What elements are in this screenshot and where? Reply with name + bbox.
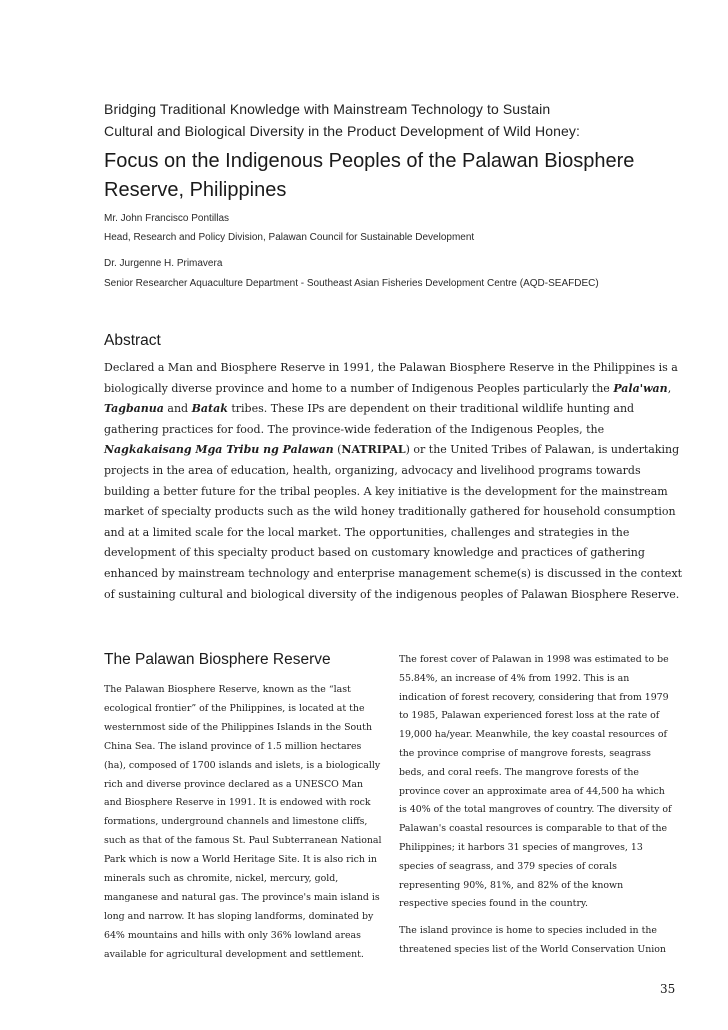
abstract-sep-1: ,: [667, 381, 672, 395]
abstract-body: [104, 358, 684, 605]
author-2-name: Dr. Jurgenne H. Primavera: [104, 258, 223, 269]
section-heading: The Palawan Biosphere Reserve: [104, 651, 331, 668]
title-line-2: Reserve, Philippines: [104, 179, 287, 201]
paper-title: [104, 147, 694, 205]
author-1-affiliation: Head, Research and Policy Division, Palawan Council for Sustainable Development: [104, 232, 475, 243]
abstract-paragraph: [104, 358, 684, 605]
author-1-name: Mr. John Francisco Pontillas: [104, 213, 230, 224]
subtitle-line-1: Bridging Traditional Knowledge with Mainstream Technology to Sustain: [104, 101, 551, 117]
title-line-1: Focus on the Indigenous Peoples of the Palawan Biosphere: [104, 150, 635, 172]
abstract-paren: (: [333, 443, 342, 457]
tribe-tagbanua: Tagbanua: [104, 402, 164, 416]
abstract-text-1: Declared a Man and Biosphere Reserve in 1991, the Palawan Biosphere Reserve in the Philippines is a biologically diverse province and home to a number of Indigenous Peoples particularly the: [104, 361, 678, 395]
abstract-text-3: ) or the United Tribes of Palawan, is undertaking projects in the area of education, health, organizing, advocacy and livelihood programs towards building a better future for the tribal peoples. A key initiative is the development for the mainstream market of specialty products such as the wild honey traditionally gathered for household consumption and at a limited scale for the local market. The opportunities, challenges and strategies in the development of this specialty product based on customary knowledge and practices of gathering enhanced by mainstream technology and enterprise management scheme(s) is discussed in the context of sustaining cultural and biological diversity of the indigenous peoples of Palawan Biosphere Reserve.: [104, 443, 683, 601]
paper-subtitle: [104, 98, 684, 142]
right-column: [399, 651, 675, 960]
abstract-and: and: [163, 402, 192, 416]
federation-name: Nagkakaisang Mga Tribu ng Palawan: [104, 443, 334, 457]
page-number: 35: [660, 982, 676, 996]
left-column: [104, 681, 382, 965]
abstract-heading: Abstract: [104, 332, 161, 349]
tribe-palawan: Pala'wan: [613, 381, 668, 395]
tribe-batak: Batak: [191, 402, 228, 416]
left-column-paragraph: The Palawan Biosphere Reserve, known as the “last ecological frontier” of the Philippines, is located at the westernmost side of the Philippines Islands in the South China Sea. The island province of 1.5 million hectares (ha), composed of 1700 islands and islets, is a biologically rich and diverse province declared as a UNESCO Man and Biosphere Reserve in 1991. It is endowed with rock formations, underground channels and limestone cliffs, such as that of the famous St. Paul Subterranean National Park which is now a World Heritage Site. It is also rich in minerals such as chromite, nickel, mercury, gold, manganese and natural gas. The province's main island is long and narrow. It has sloping landforms, dominated by 64% mountains and hills with only 36% lowland areas available for agricultural development and settlement.: [104, 684, 382, 960]
right-column-paragraph-1: The forest cover of Palawan in 1998 was estimated to be 55.84%, an increase of 4% from 1992. This is an indication of forest recovery, considering that from 1979 to 1985, Palawan experienced forest loss at the rate of 19,000 ha/year. Meanwhile, the key coastal resources of the province comprise of mangrove forests, seagrass beds, and coral reefs. The mangrove forests of the province cover an approximate area of 44,500 ha which is 40% of the total mangroves of country. The diversity of Palawan's coastal resources is comparable to that of the Philippines; it harbors 31 species of mangroves, 13 species of seagrass, and 379 species of corals representing 90%, 81%, and 82% of the known respective species found in the country.: [399, 654, 672, 910]
subtitle-line-2: Cultural and Biological Diversity in the Product Development of Wild Honey:: [104, 123, 580, 139]
author-2-affiliation: Senior Researcher Aquaculture Department - Southeast Asian Fisheries Development Centre (AQD-SEAFDEC): [104, 278, 599, 289]
right-column-paragraph-2: The island province is home to species included in the threatened species list of the World Conservation Union: [399, 925, 666, 955]
federation-acronym: NATRIPAL: [341, 443, 406, 457]
abstract-text-2: tribes. These IPs are dependent on their traditional wildlife hunting and gathering practices for food. The province-wide federation of the Indigenous Peoples, the: [104, 402, 635, 436]
